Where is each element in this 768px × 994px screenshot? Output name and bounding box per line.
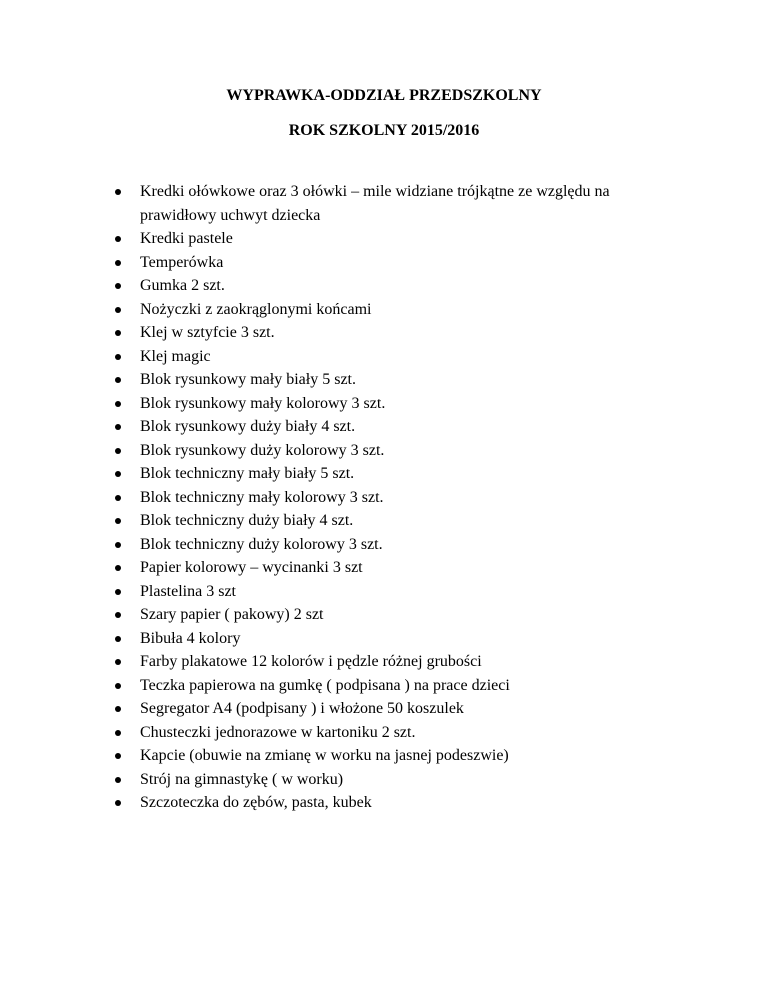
list-item-text: Blok rysunkowy duży kolorowy 3 szt.	[140, 441, 385, 459]
list-item	[0, 392, 768, 416]
bullet-icon	[115, 706, 121, 712]
list-item	[0, 533, 768, 557]
list-item-text: Klej w sztyfcie 3 szt.	[140, 324, 275, 341]
list-item-text: Gumka 2 szt.	[140, 277, 225, 294]
bullet-icon	[115, 777, 121, 783]
list-item-text: Blok rysunkowy mały biały 5 szt.	[140, 371, 356, 388]
list-item	[0, 650, 768, 674]
list-item	[0, 556, 768, 580]
bullet-icon	[115, 589, 121, 595]
bullet-icon	[115, 354, 121, 360]
list-item-text: Kapcie (obuwie na zmianę w worku na jasnej podeszwie)	[140, 747, 509, 764]
list-item	[0, 697, 768, 721]
list-item	[0, 627, 768, 651]
list-item	[0, 509, 768, 533]
bullet-icon	[115, 730, 121, 736]
list-item-text: Szary papier ( pakowy) 2 szt	[140, 606, 324, 623]
list-item-text: Szczoteczka do zębów, pasta, kubek	[140, 794, 372, 811]
list-item-text: Strój na gimnastykę ( w worku)	[140, 770, 344, 788]
bullet-icon	[115, 565, 121, 571]
bullet-icon	[115, 260, 121, 266]
list-item	[0, 227, 768, 251]
list-item	[0, 674, 768, 698]
bullet-icon	[115, 401, 121, 407]
bullet-icon	[115, 424, 121, 430]
list-item-text: Temperówka	[140, 253, 224, 271]
list-item-text: Papier kolorowy – wycinanki 3 szt	[140, 559, 363, 576]
bullet-icon	[115, 189, 121, 195]
bullet-icon	[115, 471, 121, 477]
list-item	[0, 580, 768, 604]
list-item-text: Blok techniczny duży kolorowy 3 szt.	[140, 535, 383, 553]
bullet-icon	[115, 448, 121, 454]
list-item	[0, 274, 768, 298]
list-item-text: Blok techniczny mały kolorowy 3 szt.	[140, 488, 384, 506]
list-item	[0, 721, 768, 745]
list-item	[0, 439, 768, 463]
supply-list	[0, 180, 768, 815]
document-title: WYPRAWKA-ODDZIAŁ PRZEDSZKOLNY	[226, 87, 542, 104]
bullet-icon	[115, 612, 121, 618]
list-item-text: Kredki ołówkowe oraz 3 ołówki – mile widziane trójkątne ze względu na prawidłowy uchwyt dziecka	[140, 183, 610, 224]
bullet-icon	[115, 683, 121, 689]
list-item-text: Farby plakatowe 12 kolorów i pędzle różnej grubości	[140, 653, 482, 670]
list-item-text: Blok rysunkowy duży biały 4 szt.	[140, 418, 356, 435]
bullet-icon	[115, 659, 121, 665]
bullet-icon	[115, 800, 121, 806]
bullet-icon	[115, 236, 121, 242]
list-item	[0, 180, 768, 227]
list-item	[0, 462, 768, 486]
list-item	[0, 345, 768, 369]
list-item	[0, 368, 768, 392]
bullet-icon	[115, 518, 121, 524]
list-item	[0, 415, 768, 439]
document-subtitle: ROK SZKOLNY 2015/2016	[288, 122, 480, 139]
bullet-icon	[115, 753, 121, 759]
bullet-icon	[115, 636, 121, 642]
list-item-text: Bibuła 4 kolory	[140, 629, 241, 647]
list-item	[0, 603, 768, 627]
bullet-icon	[115, 283, 121, 289]
list-item-text: Plastelina 3 szt	[140, 582, 236, 600]
bullet-icon	[115, 495, 121, 501]
list-item-text: Blok techniczny mały biały 5 szt.	[140, 465, 355, 482]
list-item-text: Chusteczki jednorazowe w kartoniku 2 szt.	[140, 723, 416, 741]
list-item-text: Kredki pastele	[140, 230, 233, 247]
bullet-icon	[115, 377, 121, 383]
list-item-text: Blok rysunkowy mały kolorowy 3 szt.	[140, 394, 386, 412]
bullet-icon	[115, 542, 121, 548]
list-item	[0, 744, 768, 768]
list-item	[0, 298, 768, 322]
list-item	[0, 791, 768, 815]
list-item-text: Nożyczki z zaokrąglonymi końcami	[140, 300, 372, 318]
bullet-icon	[115, 307, 121, 313]
bullet-icon	[115, 330, 121, 336]
list-item	[0, 768, 768, 792]
list-item	[0, 321, 768, 345]
list-item-text: Segregator A4 (podpisany ) i włożone 50 koszulek	[140, 700, 464, 717]
list-item-text: Klej magic	[140, 347, 211, 365]
list-item-text: Blok techniczny duży biały 4 szt.	[140, 512, 354, 529]
list-item-text: Teczka papierowa na gumkę ( podpisana ) na prace dzieci	[140, 676, 510, 694]
list-item	[0, 251, 768, 275]
list-item	[0, 486, 768, 510]
